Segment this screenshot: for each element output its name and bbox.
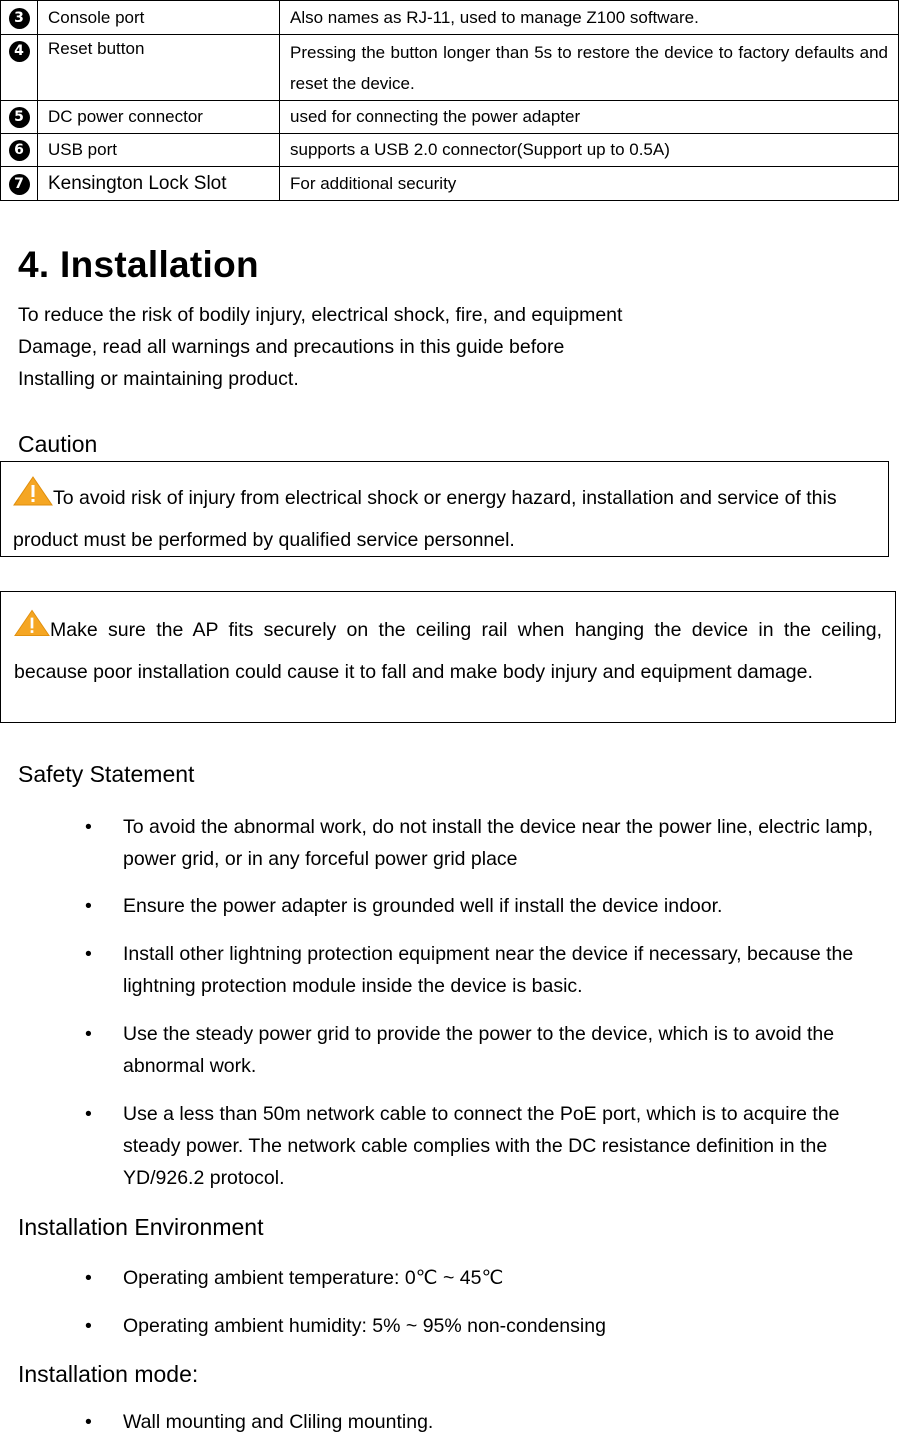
- intro-line: Damage, read all warnings and precautions in this guide before: [18, 336, 565, 358]
- ports-table: [0, 0, 899, 201]
- number-badge: 4: [9, 41, 30, 62]
- warning-triangle-icon: [14, 608, 50, 638]
- mode-item: Wall mounting and Cliling mounting.: [123, 1411, 434, 1433]
- bullet: •: [85, 943, 92, 965]
- safety-item: Use the steady power grid to provide the power to the device, which is to avoid the abnormal work.: [123, 1023, 835, 1077]
- port-name: DC power connector: [38, 101, 280, 134]
- port-description: For additional security: [280, 167, 899, 201]
- port-name: Kensington Lock Slot: [38, 167, 280, 201]
- table-row: [1, 35, 899, 101]
- caution-box: [0, 461, 889, 557]
- bullet: •: [85, 816, 92, 838]
- table-row: [1, 1, 899, 35]
- port-name: Console port: [38, 1, 280, 35]
- intro-line: Installing or maintaining product.: [18, 368, 299, 390]
- caution-text: To avoid risk of injury from electrical shock or energy hazard, installation and service of this product must be performed by qualified service personnel.: [13, 487, 837, 551]
- caution-heading: Caution: [18, 431, 98, 457]
- environment-item: Operating ambient humidity: 5% ~ 95% non-condensing: [123, 1315, 606, 1337]
- number-badge: 6: [9, 140, 30, 161]
- number-badge: 5: [9, 107, 30, 128]
- bullet: •: [85, 895, 92, 917]
- caution-text: Make sure the AP fits securely on the ceiling rail when hanging the device in the ceiling, because poor installation could cause it to fall and make body injury and equipment damage.: [14, 619, 882, 683]
- safety-item: Ensure the power adapter is grounded well if install the device indoor.: [123, 895, 723, 917]
- safety-item: Install other lightning protection equipment near the device if necessary, because the lightning protection module inside the device is basic.: [123, 943, 854, 997]
- bullet: •: [85, 1411, 92, 1433]
- port-description: used for connecting the power adapter: [280, 101, 899, 134]
- intro-line: To reduce the risk of bodily injury, electrical shock, fire, and equipment: [18, 304, 623, 326]
- port-description: Also names as RJ-11, used to manage Z100 software.: [280, 1, 899, 35]
- port-name: Reset button: [38, 35, 280, 101]
- environment-heading: Installation Environment: [18, 1214, 264, 1240]
- table-row: [1, 101, 899, 134]
- safety-item: Use a less than 50m network cable to connect the PoE port, which is to acquire the steady power. The network cable complies with the DC resistance definition in the YD/926.2 protocol.: [123, 1103, 840, 1189]
- number-badge: 3: [9, 8, 30, 29]
- port-description: supports a USB 2.0 connector(Support up to 0.5A): [280, 134, 899, 167]
- section-title: 4. Installation: [18, 244, 259, 285]
- table-row: [1, 167, 899, 201]
- mode-heading: Installation mode:: [18, 1361, 199, 1387]
- number-badge: 7: [9, 174, 30, 195]
- environment-item: Operating ambient temperature: 0℃ ~ 45℃: [123, 1267, 504, 1289]
- bullet: •: [85, 1267, 92, 1289]
- safety-item: To avoid the abnormal work, do not install the device near the power line, electric lamp, power grid, or in any forceful power grid place: [123, 816, 874, 870]
- port-description: Pressing the button longer than 5s to restore the device to factory defaults and reset the device.: [280, 35, 899, 101]
- table-row: [1, 134, 899, 167]
- bullet: •: [85, 1315, 92, 1337]
- caution-box: [0, 591, 896, 723]
- bullet: •: [85, 1023, 92, 1045]
- warning-triangle-icon: [13, 476, 53, 506]
- safety-heading: Safety Statement: [18, 761, 195, 787]
- port-name: USB port: [38, 134, 280, 167]
- bullet: •: [85, 1103, 92, 1125]
